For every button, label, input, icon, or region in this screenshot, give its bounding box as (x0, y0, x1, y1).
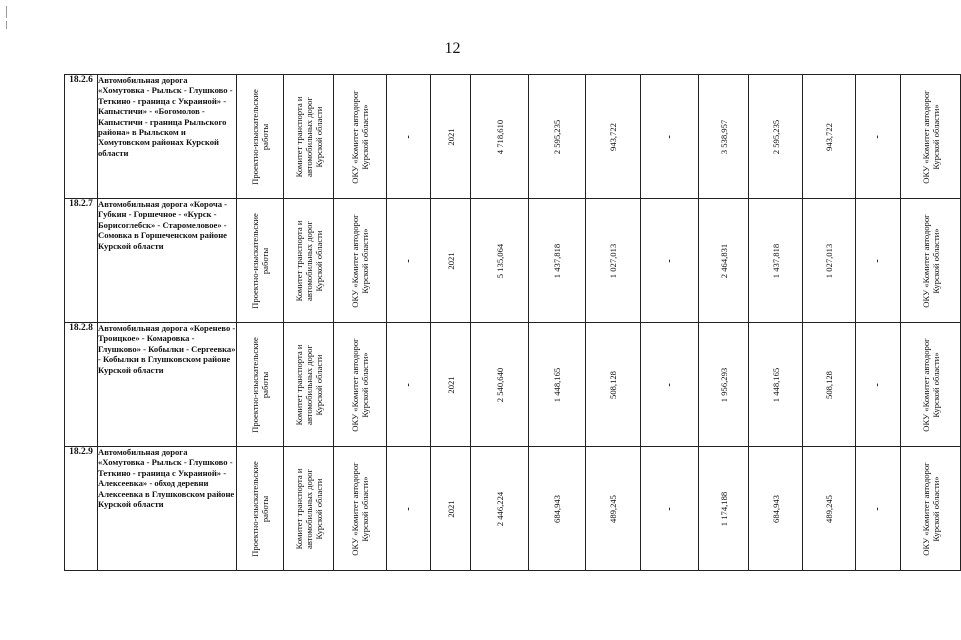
empty-value: - (663, 134, 675, 139)
dash-cell (387, 75, 431, 199)
work-type: Проектно-изыскательские работы (250, 336, 270, 433)
year: 2021 (445, 499, 456, 518)
total-amount: 2 446,224 (494, 491, 505, 526)
dash-cell (387, 447, 431, 571)
committee-cell (284, 199, 334, 323)
empty-value: - (663, 382, 675, 387)
year-cell (431, 323, 471, 447)
dash-cell (641, 323, 699, 447)
amount-cell (749, 75, 803, 199)
table-row (65, 199, 961, 323)
year: 2021 (445, 127, 456, 146)
work-type: Проектно-изыскательские работы (250, 212, 270, 309)
dash-cell (856, 199, 901, 323)
total-amount: 2 540,640 (494, 367, 505, 402)
road-name: Автомобильная дорога «Короча - Губкин - Горшечное - «Курск - Борисоглебск» - Старомеловое» - Сомовка в Горшеченском районе Курской области (98, 199, 237, 323)
year-cell (431, 447, 471, 571)
committee-cell (284, 75, 334, 199)
dash-cell (856, 323, 901, 447)
amount-cell (803, 447, 856, 571)
amount-1: 2 595,235 (552, 119, 562, 154)
work-type-cell (237, 447, 284, 571)
recipient-cell (901, 447, 961, 571)
table-row (65, 447, 961, 571)
amount-cell (529, 75, 586, 199)
empty-value: - (402, 382, 414, 387)
amount-5: 943,722 (824, 122, 834, 151)
amount-cell (803, 199, 856, 323)
dash-cell (856, 447, 901, 571)
oku-cell (334, 447, 387, 571)
amount-4: 1 437,818 (770, 243, 781, 278)
empty-value: - (663, 258, 675, 263)
dash-cell (387, 199, 431, 323)
total-amount: 5 135,064 (494, 243, 505, 278)
oku-cell (334, 199, 387, 323)
amount-5: 508,128 (824, 370, 834, 399)
amount-1: 1 448,165 (552, 367, 562, 402)
dash-cell (641, 199, 699, 323)
amount-4: 2 595,235 (770, 119, 781, 154)
dash-cell (641, 75, 699, 199)
empty-value: - (663, 506, 675, 511)
amount-cell (803, 75, 856, 199)
amount-2: 1 027,013 (608, 243, 618, 278)
amount-cell (699, 323, 749, 447)
amount-cell (749, 447, 803, 571)
amount-cell (699, 75, 749, 199)
work-type: Проектно-изыскательские работы (250, 460, 270, 557)
amount-cell (749, 199, 803, 323)
empty-value: - (872, 382, 883, 387)
total-amount: 4 718,610 (494, 119, 505, 154)
recipient: ОКУ «Комитет автодорог Курской области» (920, 461, 941, 556)
row-number: 18.2.6 (65, 75, 98, 199)
amount-cell (586, 75, 641, 199)
amount-2: 943,722 (608, 122, 618, 151)
work-type-cell (237, 75, 284, 199)
amount-cell (749, 323, 803, 447)
road-name: Автомобильная дорога «Хомутовка - Рыльск - Глушково - Теткино - граница с Украиной» - Капыстичи» - «Богомолов - Капыстичи - граница Рыльского района» в Рыльском и Хомутовском районах Курской области (98, 75, 237, 199)
amount-2: 489,245 (608, 494, 618, 523)
year-cell (431, 199, 471, 323)
work-type-cell (237, 199, 284, 323)
dash-cell (387, 323, 431, 447)
committee: Комитет транспорта и автомобильных дорог Курской области (293, 344, 324, 425)
amount-1: 1 437,818 (552, 243, 562, 278)
row-number: 18.2.9 (65, 447, 98, 571)
executor: ОКУ «Комитет автодорог Курской области» (350, 213, 370, 308)
year-cell (431, 75, 471, 199)
road-name: Автомобильная дорога «Хомутовка - Рыльск - Глушково - Теткино - граница с Украиной» - Алексеевка» - обход деревни Алексеевка в Глушковском районе Курской области (98, 447, 237, 571)
recipient: ОКУ «Комитет автодорог Курской области» (920, 337, 941, 432)
amount-5: 1 027,013 (824, 243, 834, 278)
amount-4: 684,943 (770, 494, 781, 523)
amount-cell (586, 199, 641, 323)
row-number: 18.2.7 (65, 199, 98, 323)
total-cell (471, 447, 529, 571)
oku-cell (334, 323, 387, 447)
total-cell (471, 75, 529, 199)
recipient: ОКУ «Комитет автодорог Курской области» (920, 89, 941, 184)
committee-cell (284, 323, 334, 447)
committee: Комитет транспорта и автомобильных дорог Курской области (293, 468, 324, 549)
amount-cell (699, 199, 749, 323)
amount-2: 508,128 (608, 370, 618, 399)
empty-value: - (402, 134, 414, 139)
total-cell (471, 199, 529, 323)
amount-cell (529, 447, 586, 571)
table-row (65, 323, 961, 447)
empty-value: - (402, 258, 414, 263)
year: 2021 (445, 251, 456, 270)
recipient-cell (901, 323, 961, 447)
amount-cell (529, 323, 586, 447)
amount-4: 1 448,165 (770, 367, 781, 402)
amount-3: 3 538,957 (718, 119, 729, 154)
table-row (65, 75, 961, 199)
amount-cell (529, 199, 586, 323)
amount-cell (586, 447, 641, 571)
row-number: 18.2.8 (65, 323, 98, 447)
executor: ОКУ «Комитет автодорог Курской области» (350, 89, 370, 184)
amount-cell (586, 323, 641, 447)
executor: ОКУ «Комитет автодорог Курской области» (350, 337, 370, 432)
recipient-cell (901, 199, 961, 323)
recipient: ОКУ «Комитет автодорог Курской области» (920, 213, 941, 308)
amount-3: 1 956,293 (718, 367, 729, 402)
empty-value: - (872, 506, 883, 511)
oku-cell (334, 75, 387, 199)
road-projects-table (64, 74, 961, 571)
amount-3: 1 174,188 (718, 491, 729, 526)
committee: Комитет транспорта и автомобильных дорог Курской области (293, 96, 324, 177)
dash-cell (856, 75, 901, 199)
dash-cell (641, 447, 699, 571)
committee-cell (284, 447, 334, 571)
recipient-cell (901, 75, 961, 199)
amount-1: 684,943 (552, 494, 562, 523)
executor: ОКУ «Комитет автодорог Курской области» (350, 461, 370, 556)
total-cell (471, 323, 529, 447)
amount-3: 2 464,831 (718, 243, 729, 278)
work-type-cell (237, 323, 284, 447)
year: 2021 (445, 375, 456, 394)
empty-value: - (872, 134, 883, 139)
empty-value: - (402, 506, 414, 511)
road-name: Автомобильная дорога «Коренево - Троицкое» - Комаровка - Глушково» - Кобылки - Сергеевка» - Кобылки в Глушковском районе Курской области (98, 323, 237, 447)
amount-cell (803, 323, 856, 447)
amount-5: 489,245 (824, 494, 834, 523)
page-number: 12 (444, 40, 461, 57)
committee: Комитет транспорта и автомобильных дорог Курской области (293, 220, 324, 301)
amount-cell (699, 447, 749, 571)
work-type: Проектно-изыскательские работы (250, 88, 270, 185)
empty-value: - (872, 258, 883, 263)
